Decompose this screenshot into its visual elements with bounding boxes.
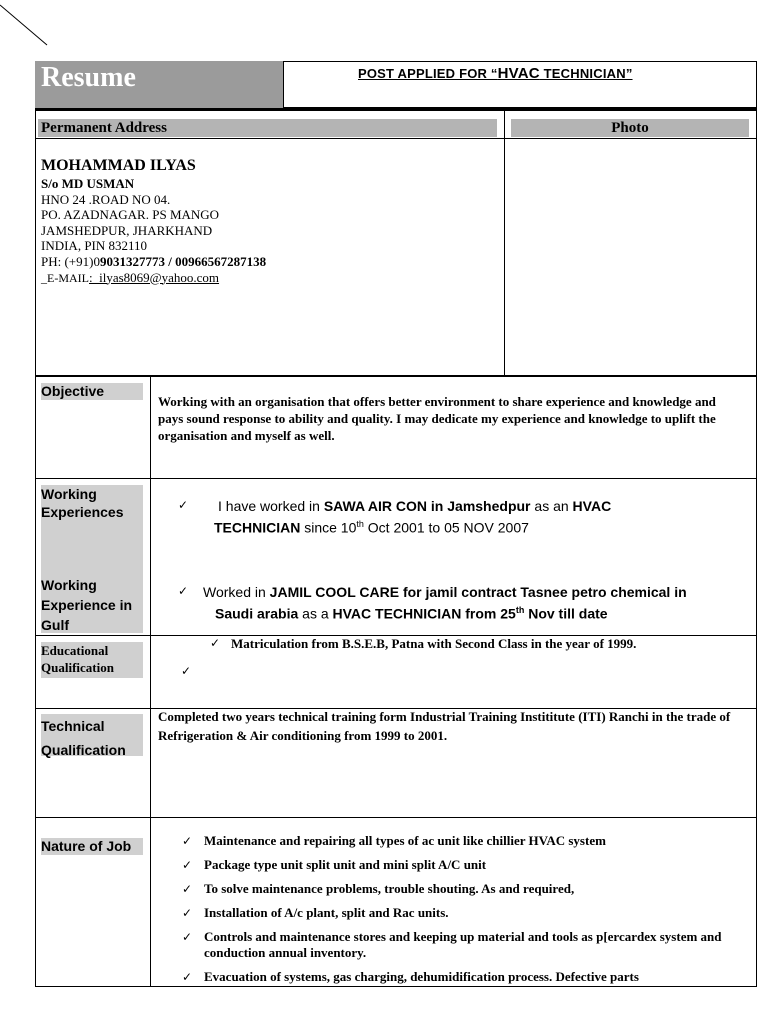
- check-icon: ✓: [182, 906, 193, 920]
- phone-prefix: PH: (+91)0: [41, 253, 100, 269]
- post-applied-text: [358, 65, 633, 82]
- check-icon: ✓: [182, 834, 193, 848]
- check-icon: ✓: [182, 970, 193, 984]
- post-prefix: POST APPLIED FOR “: [358, 66, 498, 81]
- photo-box: [504, 110, 757, 376]
- check-icon: ✓: [182, 858, 193, 872]
- address-line-3: JAMSHEDPUR, JHARKHAND: [41, 222, 213, 238]
- list-item: [178, 881, 748, 897]
- education-label: Educational Qualification: [41, 642, 143, 678]
- list-item: [178, 969, 748, 985]
- check-icon: ✓: [178, 498, 189, 512]
- objective-text: Working with an organisation that offers better environment to share experience and knowledge and pays sound response to ability and quality. I may dedicate my experience and knowledge to uplift the organisation and myself as well.: [158, 394, 716, 443]
- phone-number: 9031327773 / 00966567287138: [99, 253, 267, 269]
- resume-title: Resume: [35, 61, 283, 109]
- post-role: HVAC: [497, 65, 540, 82]
- technical-text: Completed two years technical training form Industrial Training Instititute (ITI) Ranchi in the trade of Refrigeration & Air conditioning from 1999 to 2001.: [158, 709, 731, 743]
- exp2-sup: th: [515, 605, 525, 615]
- check-icon: ✓: [210, 636, 221, 650]
- exp1-f: Oct 2001 to 05 NOV 2007: [363, 519, 529, 536]
- address-label: Permanent Address: [38, 119, 497, 137]
- exp2-c: as a: [298, 605, 333, 622]
- check-icon: ✓: [182, 882, 193, 896]
- exp1-company: SAWA AIR CON in Jamshedpur: [323, 498, 531, 514]
- job-item-text: Installation of A/c plant, split and Rac units.: [204, 905, 449, 920]
- exp1-c: as an: [530, 498, 573, 514]
- job-item-text: Evacuation of systems, gas charging, dehumidification process. Defective parts: [204, 969, 639, 984]
- candidate-name: MOHAMMAD ILYAS: [41, 157, 196, 174]
- job-item-text: Package type unit split unit and mini split A/C unit: [204, 857, 487, 872]
- job-item-text: Maintenance and repairing all types of ac unit like chillier HVAC system: [204, 833, 606, 848]
- list-item: [178, 857, 748, 873]
- address-header-line: [35, 138, 757, 139]
- corner-line: [0, 0, 56, 52]
- check-icon: ✓: [181, 664, 192, 678]
- post-applied-box: [283, 61, 757, 108]
- check-icon: ✓: [182, 930, 193, 944]
- exp2-e: Nov till date: [524, 605, 608, 622]
- objective-label: Objective: [41, 383, 143, 400]
- experience-label: Working Experiences: [41, 486, 124, 520]
- list-item: [178, 905, 748, 921]
- photo-label: Photo: [511, 119, 749, 137]
- technical-label: Technical Qualification: [41, 714, 143, 756]
- nature-of-job-label: Nature of Job: [41, 838, 143, 855]
- exp2-a: Worked in: [203, 584, 270, 600]
- post-suffix: TECHNICIAN”: [539, 66, 633, 81]
- exp1-a: I have worked in: [218, 498, 324, 514]
- job-list: [178, 833, 748, 993]
- email-line: [41, 270, 491, 287]
- check-icon: ✓: [178, 584, 189, 598]
- exp1-e: since 10: [300, 519, 357, 536]
- address-line-2: PO. AZADNAGAR. PS MANGO: [41, 207, 220, 223]
- exp2-role: HVAC TECHNICIAN from 25: [332, 605, 516, 622]
- gulf-experience-label: Working Experience in Gulf: [41, 577, 133, 633]
- education-item-1: Matriculation from B.S.E.B, Patna with Second Class in the year of 1999.: [231, 636, 637, 651]
- phone-line: [41, 254, 491, 270]
- address-line-4: INDIA, PIN 832110: [41, 238, 148, 254]
- list-item: [178, 929, 748, 961]
- experience-item-2: [203, 583, 723, 623]
- address-block: [41, 156, 491, 286]
- parent-name: S/o MD USMAN: [41, 176, 135, 191]
- job-item-text: Controls and maintenance stores and keeping up material and tools as p[ercardex system and conduction annual inventory.: [204, 929, 722, 960]
- exp1-role: HVAC TECHNICIAN: [214, 498, 612, 536]
- exp2-company: JAMIL COOL CARE for jamil contract Tasnee petro chemical in Saudi arabia: [215, 584, 687, 622]
- exp1-sup: th: [356, 519, 364, 529]
- list-item: [178, 833, 748, 849]
- job-item-text: To solve maintenance problems, trouble shouting. As and required,: [204, 881, 575, 896]
- email-address[interactable]: :_ilyas8069@yahoo.com: [89, 269, 220, 285]
- address-line-1: HNO 24 .ROAD NO 04.: [41, 191, 171, 207]
- experience-item-1: [214, 497, 694, 537]
- email-prefix: _E-MAIL: [41, 270, 89, 285]
